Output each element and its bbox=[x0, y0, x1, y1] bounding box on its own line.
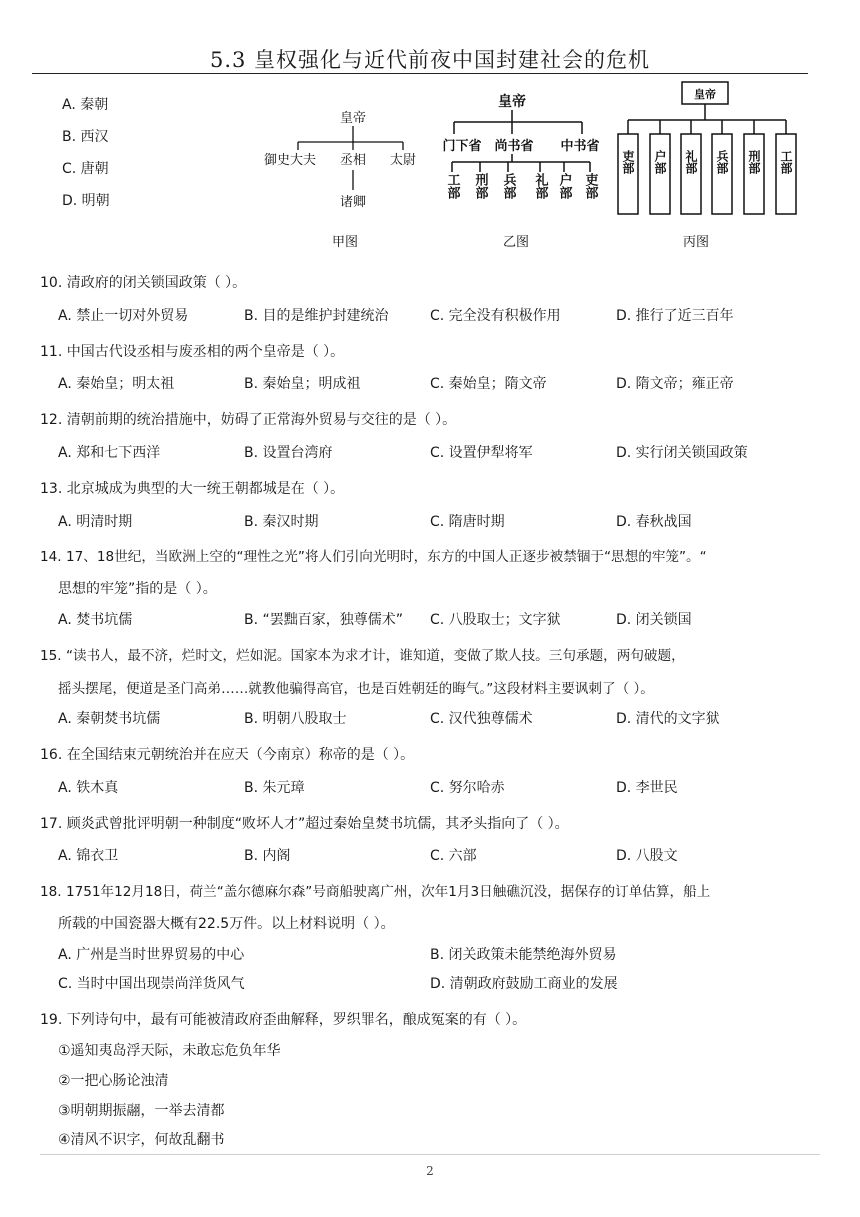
question-13-options bbox=[58, 511, 838, 531]
yi-libu: 礼部 bbox=[532, 173, 548, 199]
question-18-options-row2 bbox=[58, 973, 838, 993]
q14-option-a: A. 焚书坑儒 bbox=[58, 612, 133, 628]
bing-bingbu: 兵部 bbox=[715, 150, 729, 174]
yi-zhongshu: 中书省 bbox=[560, 139, 600, 154]
question-19: 19. 下列诗句中，最有可能被清政府歪曲解释，罗织罪名，酿成冤案的有（ ）。 bbox=[40, 1012, 527, 1028]
q11-option-b: B. 秦始皇；明成祖 bbox=[244, 376, 361, 392]
q10-option-d: D. 推行了近三百年 bbox=[616, 308, 734, 324]
q15-option-b: B. 明朝八股取士 bbox=[244, 711, 347, 727]
page-title: 5.3 皇权强化与近代前夜中国封建社会的危机 bbox=[209, 48, 651, 72]
yi-xingbu: 刑部 bbox=[472, 173, 488, 199]
jia-emperor: 皇帝 bbox=[339, 111, 367, 126]
question-18-continued: 所载的中国瓷器大概有22.5万件。以上材料说明（ ）。 bbox=[58, 916, 395, 932]
q18-option-a: A. 广州是当时世界贸易的中心 bbox=[58, 947, 245, 963]
q18-option-b: B. 闭关政策未能禁绝海外贸易 bbox=[430, 947, 617, 963]
q19-item-3: ③明朝期振翮，一举去清都 bbox=[58, 1103, 225, 1119]
question-14: 14. 17、18世纪，当欧洲上空的“理性之光”将人们引向光明时，东方的中国人正逐步被禁锢于“思想的牢笼”。“ bbox=[40, 549, 707, 565]
question-17: 17. 顾炎武曾批评明朝一种制度“败坏人才”超过秦始皇焚书坑儒，其矛头指向了（ ）。 bbox=[40, 816, 569, 832]
q10-option-b: B. 目的是维护封建统治 bbox=[244, 308, 389, 324]
q11-option-a: A. 秦始皇；明太祖 bbox=[58, 376, 175, 392]
q18-option-d: D. 清朝政府鼓励工商业的发展 bbox=[430, 976, 618, 992]
q13-option-d: D. 春秋战国 bbox=[616, 514, 692, 530]
question-10: 10. 清政府的闭关锁国政策（ ）。 bbox=[40, 275, 247, 291]
q9-option-b: B. 西汉 bbox=[62, 129, 109, 145]
bing-caption: 丙图 bbox=[682, 235, 710, 250]
q19-item-1: ①遥知夷岛浮天际，未敢忘危负年华 bbox=[58, 1043, 281, 1059]
q13-option-b: B. 秦汉时期 bbox=[244, 514, 319, 530]
q12-option-d: D. 实行闭关锁国政策 bbox=[616, 445, 748, 461]
yi-emperor: 皇帝 bbox=[498, 94, 526, 110]
question-15-options bbox=[58, 708, 838, 728]
q14-option-b: B. “罢黜百家，独尊儒术” bbox=[244, 612, 404, 628]
q17-option-a: A. 锦衣卫 bbox=[58, 848, 119, 864]
yi-gongbu: 工部 bbox=[444, 173, 460, 199]
jia-caption: 甲图 bbox=[331, 235, 359, 250]
q11-option-d: D. 隋文帝；雍正帝 bbox=[616, 376, 734, 392]
question-16-options bbox=[58, 777, 838, 797]
question-11-options bbox=[58, 373, 838, 393]
yi-menxia: 门下省 bbox=[442, 139, 482, 154]
q16-option-c: C. 努尔哈赤 bbox=[430, 780, 505, 796]
q10-option-a: A. 禁止一切对外贸易 bbox=[58, 308, 189, 324]
diagram-yi bbox=[432, 88, 607, 255]
q9-option-c: C. 唐朝 bbox=[62, 161, 109, 177]
jia-ministers: 诸卿 bbox=[339, 195, 367, 210]
q17-option-d: D. 八股文 bbox=[616, 848, 678, 864]
q17-option-c: C. 六部 bbox=[430, 848, 477, 864]
q12-option-c: C. 设置伊犁将军 bbox=[430, 445, 533, 461]
yi-caption: 乙图 bbox=[502, 235, 530, 250]
question-16: 16. 在全国结束元朝统治并在应天（今南京）称帝的是（ ）。 bbox=[40, 747, 415, 763]
yi-hubu: 户部 bbox=[556, 173, 572, 199]
question-10-options bbox=[58, 305, 838, 325]
q12-option-b: B. 设置台湾府 bbox=[244, 445, 333, 461]
q13-option-a: A. 明清时期 bbox=[58, 514, 133, 530]
question-18: 18. 1751年12月18日，荷兰“盖尔德麻尔森”号商船驶离广州，次年1月3日触礁沉没，据保存的订单估算，船上 bbox=[40, 884, 711, 900]
question-13: 13. 北京城成为典型的大一统王朝都城是在（ ）。 bbox=[40, 481, 345, 497]
bing-emperor: 皇帝 bbox=[694, 88, 716, 101]
q19-item-4: ④清风不识字，何故乱翻书 bbox=[58, 1132, 225, 1148]
q14-option-c: C. 八股取士；文字狱 bbox=[430, 612, 561, 628]
bing-gongbu: 工部 bbox=[779, 150, 793, 174]
bing-xingbu: 刑部 bbox=[747, 150, 761, 174]
q16-option-d: D. 李世民 bbox=[616, 780, 678, 796]
q16-option-b: B. 朱元璋 bbox=[244, 780, 305, 796]
yi-bingbu: 兵部 bbox=[500, 173, 516, 199]
question-14-options bbox=[58, 609, 838, 629]
q16-option-a: A. 铁木真 bbox=[58, 780, 119, 796]
bing-hubu: 户部 bbox=[653, 150, 667, 174]
q15-option-c: C. 汉代独尊儒术 bbox=[430, 711, 533, 727]
jia-taiwei: 太尉 bbox=[389, 153, 417, 168]
q11-option-c: C. 秦始皇；隋文帝 bbox=[430, 376, 547, 392]
diagram-jia bbox=[255, 100, 430, 255]
q14-option-d: D. 闭关锁国 bbox=[616, 612, 692, 628]
bing-libu-personnel: 吏部 bbox=[621, 150, 635, 174]
q19-item-2: ②一把心肠论浊清 bbox=[58, 1073, 169, 1089]
jia-censor: 御史大夫 bbox=[263, 153, 317, 168]
footer-divider bbox=[40, 1154, 820, 1155]
question-11: 11. 中国古代设丞相与废丞相的两个皇帝是（ ）。 bbox=[40, 344, 345, 360]
jia-chancellor: 丞相 bbox=[339, 153, 367, 168]
question-17-options bbox=[58, 845, 838, 865]
q9-option-d: D. 明朝 bbox=[62, 193, 110, 209]
question-12-options bbox=[58, 442, 838, 462]
q10-option-c: C. 完全没有积极作用 bbox=[430, 308, 561, 324]
q17-option-b: B. 内阁 bbox=[244, 848, 291, 864]
q12-option-a: A. 郑和七下西洋 bbox=[58, 445, 161, 461]
question-15-continued: 摇头摆尾，便道是圣门高弟……就教他骗得高官，也是百姓朝廷的晦气。”这段材料主要讽刺了（ ）。 bbox=[58, 681, 654, 697]
question-15: 15. “读书人，最不济，烂时文，烂如泥。国家本为求才计，谁知道，变做了欺人技。三句承题，两句破题， bbox=[40, 648, 685, 664]
q15-option-a: A. 秦朝焚书坑儒 bbox=[58, 711, 161, 727]
title-divider bbox=[32, 73, 808, 74]
question-12: 12. 清朝前期的统治措施中，妨碍了正常海外贸易与交往的是（ ）。 bbox=[40, 412, 457, 428]
yi-libu-personnel: 吏部 bbox=[582, 173, 598, 199]
bing-libu: 礼部 bbox=[684, 150, 698, 174]
q9-option-a: A. 秦朝 bbox=[62, 97, 109, 113]
page-number: 2 bbox=[426, 1164, 434, 1178]
diagram-bing bbox=[612, 78, 802, 255]
question-18-options-row1 bbox=[58, 944, 838, 964]
q13-option-c: C. 隋唐时期 bbox=[430, 514, 505, 530]
question-14-continued: 思想的牢笼”指的是（ ）。 bbox=[58, 581, 217, 597]
q18-option-c: C. 当时中国出现崇尚洋货风气 bbox=[58, 976, 245, 992]
q15-option-d: D. 清代的文字狱 bbox=[616, 711, 720, 727]
yi-shangshu: 尚书省 bbox=[494, 139, 534, 154]
